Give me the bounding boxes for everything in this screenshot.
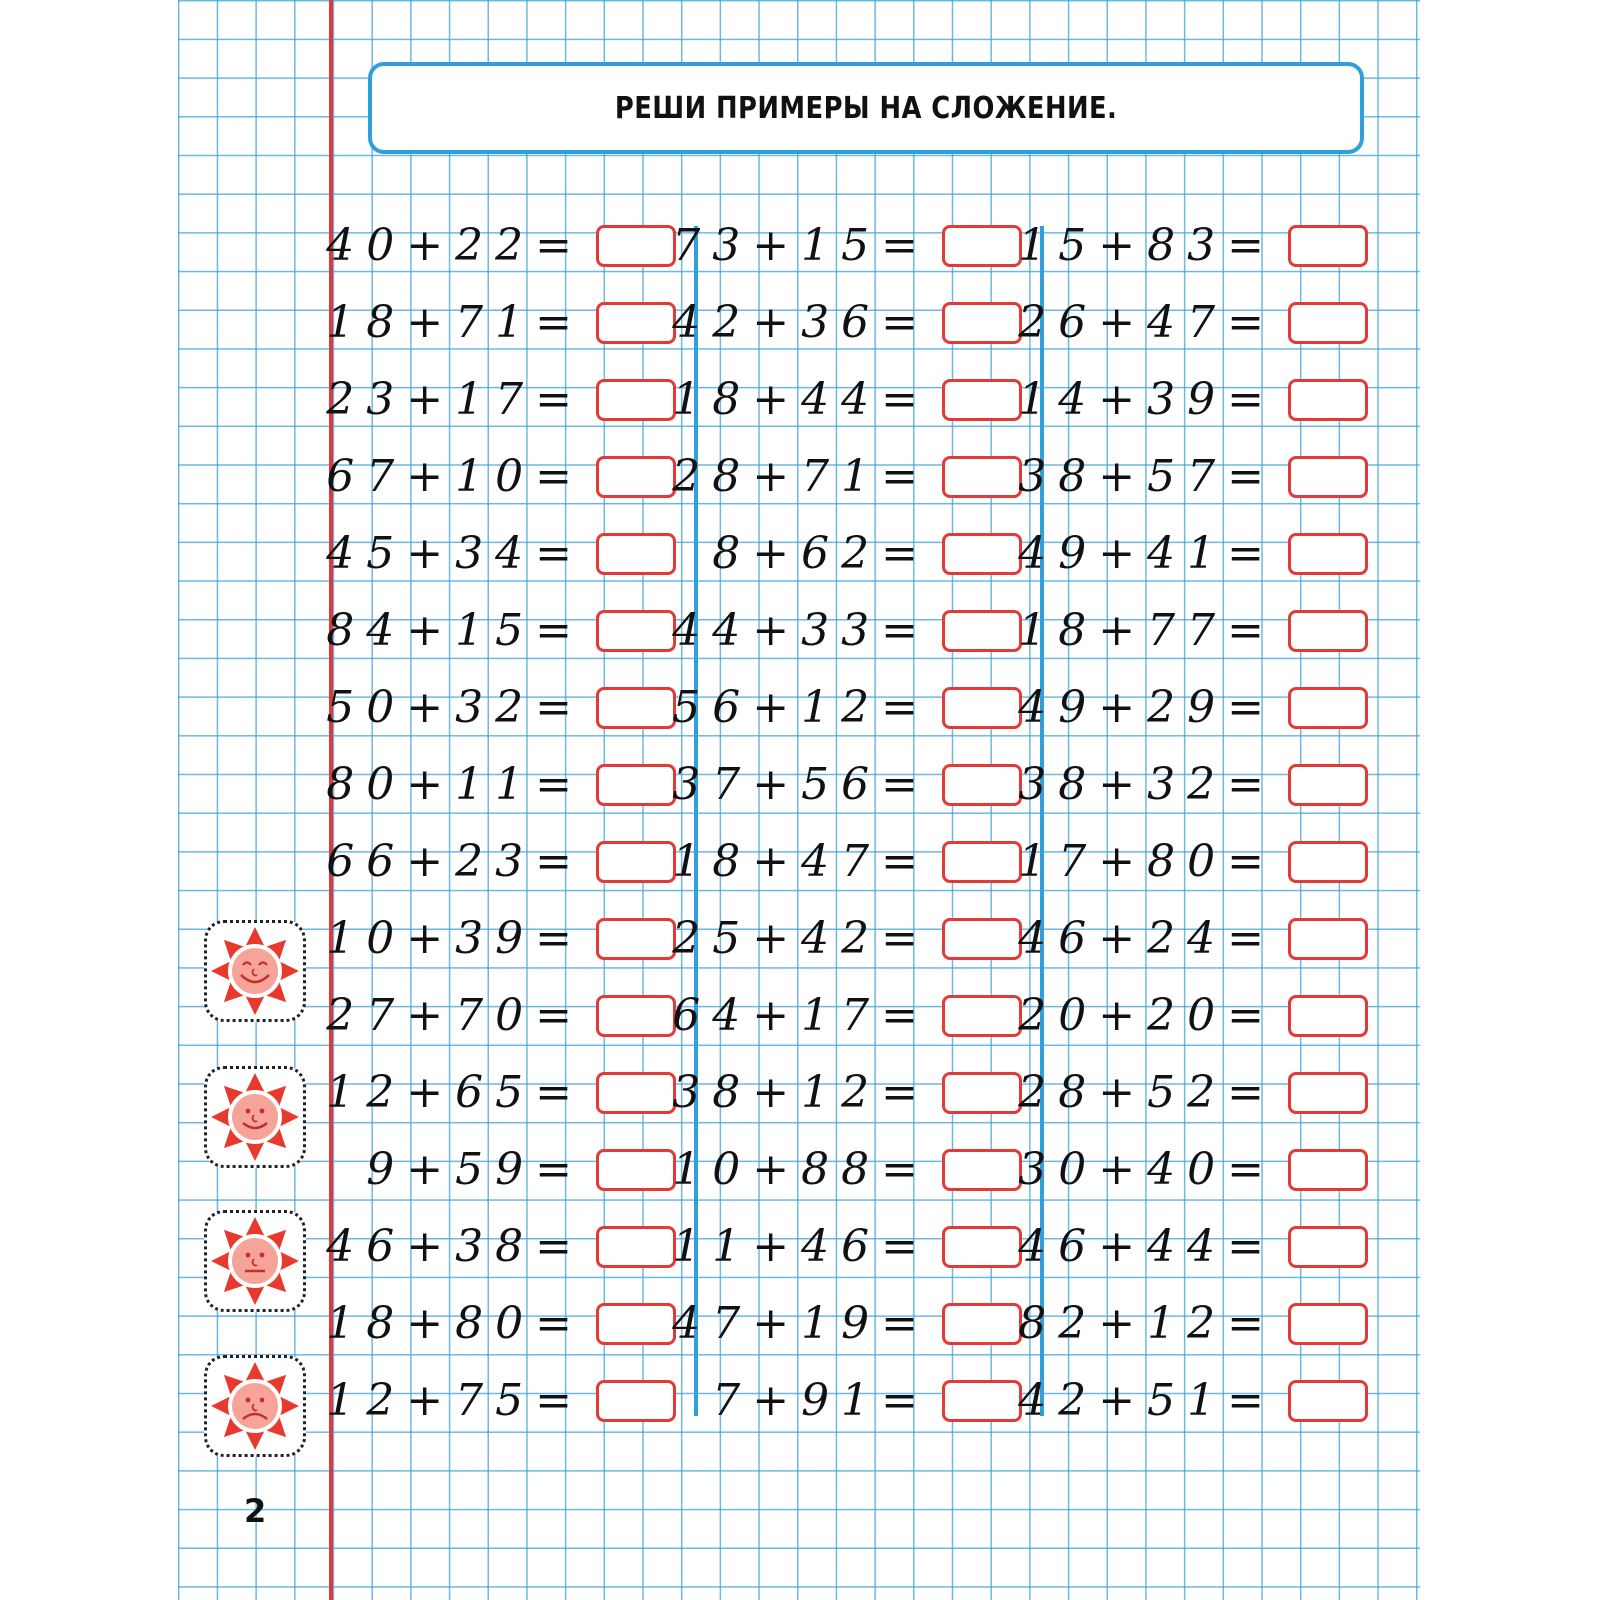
problem-row: [326, 297, 676, 348]
answer-box[interactable]: [942, 533, 1022, 575]
answer-box[interactable]: [942, 1303, 1022, 1345]
answer-box[interactable]: [1288, 610, 1368, 652]
problem-row: [326, 528, 676, 579]
answer-box[interactable]: [1288, 302, 1368, 344]
problem-row: [360, 1146, 676, 1194]
problem-row: [672, 836, 1022, 887]
problem-row: [706, 1377, 1022, 1425]
problem-row: [326, 1298, 676, 1349]
problem-expression: 17+80=: [1018, 836, 1276, 887]
problem-row: [326, 605, 676, 656]
problem-row: [1018, 682, 1368, 733]
answer-box[interactable]: [596, 533, 676, 575]
problem-row: [1018, 1298, 1368, 1349]
problem-expression: 47+19=: [672, 1298, 930, 1349]
problem-row: [1018, 451, 1368, 502]
problem-expression: 42+51=: [1018, 1375, 1276, 1426]
problem-row: [326, 1067, 676, 1118]
problem-expression: 73+15=: [672, 220, 930, 271]
answer-box[interactable]: [942, 841, 1022, 883]
problem-row: [672, 913, 1022, 964]
problem-expression: 9+59=: [366, 1144, 584, 1195]
problem-expression: 38+57=: [1018, 451, 1276, 502]
problem-expression: 7+91=: [712, 1375, 930, 1426]
problem-row: [1018, 220, 1368, 271]
problem-row: [672, 1144, 1022, 1195]
answer-box[interactable]: [596, 610, 676, 652]
problem-row: [1018, 990, 1368, 1041]
problem-expression: 49+41=: [1018, 528, 1276, 579]
problem-expression: 28+52=: [1018, 1067, 1276, 1118]
sun-neutral-icon: [207, 1213, 303, 1309]
problem-expression: 18+44=: [672, 374, 930, 425]
problem-expression: 42+36=: [672, 297, 930, 348]
problem-expression: 64+17=: [672, 990, 930, 1041]
answer-box[interactable]: [596, 764, 676, 806]
answer-box[interactable]: [596, 1149, 676, 1191]
answer-box[interactable]: [596, 841, 676, 883]
sun-laughing-icon: [207, 923, 303, 1019]
answer-box[interactable]: [596, 1303, 676, 1345]
page-number: 2: [244, 1492, 267, 1530]
answer-box[interactable]: [1288, 379, 1368, 421]
problem-expression: 10+39=: [326, 913, 584, 964]
answer-box[interactable]: [1288, 1226, 1368, 1268]
problem-row: [1018, 528, 1368, 579]
problem-row: [1018, 1144, 1368, 1195]
problem-row: [672, 220, 1022, 271]
problem-expression: 27+70=: [326, 990, 584, 1041]
problem-expression: 46+44=: [1018, 1221, 1276, 1272]
problem-row: [326, 1221, 676, 1272]
answer-box[interactable]: [942, 1072, 1022, 1114]
mood-option[interactable]: [204, 1355, 306, 1457]
problem-row: [1018, 913, 1368, 964]
problem-row: [672, 297, 1022, 348]
problem-expression: 67+10=: [326, 451, 584, 502]
answer-box[interactable]: [1288, 1072, 1368, 1114]
problem-expression: 8+62=: [712, 528, 930, 579]
problem-row: [1018, 605, 1368, 656]
problem-expression: 38+12=: [672, 1067, 930, 1118]
answer-box[interactable]: [596, 1226, 676, 1268]
answer-box[interactable]: [596, 918, 676, 960]
problem-expression: 20+20=: [1018, 990, 1276, 1041]
problem-expression: 18+47=: [672, 836, 930, 887]
problem-row: [326, 990, 676, 1041]
answer-box[interactable]: [942, 1226, 1022, 1268]
problem-expression: 28+71=: [672, 451, 930, 502]
problem-expression: 82+12=: [1018, 1298, 1276, 1349]
problem-expression: 40+22=: [326, 220, 584, 271]
answer-box[interactable]: [942, 687, 1022, 729]
answer-box[interactable]: [1288, 918, 1368, 960]
problem-expression: 80+11=: [326, 759, 584, 810]
problem-row: [326, 374, 676, 425]
problem-row: [1018, 759, 1368, 810]
problem-expression: 12+75=: [326, 1375, 584, 1426]
answer-box[interactable]: [1288, 456, 1368, 498]
problem-row: [1018, 836, 1368, 887]
answer-box[interactable]: [596, 1380, 676, 1422]
sun-sad-icon: [207, 1358, 303, 1454]
problem-row: [326, 220, 676, 271]
problem-row: [326, 913, 676, 964]
answer-box[interactable]: [942, 1380, 1022, 1422]
answer-box[interactable]: [1288, 687, 1368, 729]
answer-box[interactable]: [596, 456, 676, 498]
problem-row: [1018, 1221, 1368, 1272]
problem-expression: 50+32=: [326, 682, 584, 733]
answer-box[interactable]: [942, 1149, 1022, 1191]
problem-expression: 44+33=: [672, 605, 930, 656]
problem-row: [672, 1298, 1022, 1349]
problem-expression: 18+80=: [326, 1298, 584, 1349]
answer-box[interactable]: [596, 1072, 676, 1114]
problem-row: [326, 682, 676, 733]
answer-box[interactable]: [1288, 1380, 1368, 1422]
problem-expression: 26+47=: [1018, 297, 1276, 348]
problem-row: [1018, 1067, 1368, 1118]
problem-expression: 45+34=: [326, 528, 584, 579]
answer-box[interactable]: [1288, 764, 1368, 806]
answer-box[interactable]: [596, 995, 676, 1037]
problem-expression: 37+56=: [672, 759, 930, 810]
answer-box[interactable]: [942, 995, 1022, 1037]
problem-row: [326, 451, 676, 502]
answer-box[interactable]: [1288, 841, 1368, 883]
answer-box[interactable]: [1288, 995, 1368, 1037]
problem-expression: 11+46=: [672, 1221, 930, 1272]
problem-expression: 66+23=: [326, 836, 584, 887]
problem-row: [326, 759, 676, 810]
problem-row: [672, 682, 1022, 733]
problem-expression: 49+29=: [1018, 682, 1276, 733]
mood-option[interactable]: [204, 1066, 306, 1168]
problem-row: [672, 1221, 1022, 1272]
mood-option[interactable]: [204, 1210, 306, 1312]
problem-expression: 14+39=: [1018, 374, 1276, 425]
problem-expression: 12+65=: [326, 1067, 584, 1118]
mood-option[interactable]: [204, 920, 306, 1022]
answer-box[interactable]: [942, 379, 1022, 421]
answer-box[interactable]: [596, 687, 676, 729]
problem-expression: 15+83=: [1018, 220, 1276, 271]
problem-row: [1018, 374, 1368, 425]
instruction-title: РЕШИ ПРИМЕРЫ НА СЛОЖЕНИЕ.: [614, 90, 1118, 126]
answer-box[interactable]: [1288, 533, 1368, 575]
answer-box[interactable]: [942, 456, 1022, 498]
answer-box[interactable]: [596, 302, 676, 344]
problem-row: [672, 759, 1022, 810]
problem-row: [672, 451, 1022, 502]
problem-expression: 56+12=: [672, 682, 930, 733]
answer-box[interactable]: [1288, 1303, 1368, 1345]
answer-box[interactable]: [942, 302, 1022, 344]
problem-row: [1018, 1375, 1368, 1426]
answer-box[interactable]: [942, 225, 1022, 267]
instruction-banner: [368, 62, 1364, 154]
problem-row: [672, 374, 1022, 425]
problem-row: [706, 530, 1022, 578]
problem-expression: 46+24=: [1018, 913, 1276, 964]
answer-box[interactable]: [942, 918, 1022, 960]
problem-expression: 46+38=: [326, 1221, 584, 1272]
problem-row: [672, 1067, 1022, 1118]
problem-row: [672, 605, 1022, 656]
answer-box[interactable]: [596, 225, 676, 267]
answer-box[interactable]: [596, 379, 676, 421]
problem-row: [1018, 297, 1368, 348]
problem-row: [672, 990, 1022, 1041]
problem-expression: 84+15=: [326, 605, 584, 656]
sun-smiling-icon: [207, 1069, 303, 1165]
problem-expression: 18+71=: [326, 297, 584, 348]
problem-row: [326, 1375, 676, 1426]
problem-row: [326, 836, 676, 887]
problem-expression: 23+17=: [326, 374, 584, 425]
answer-box[interactable]: [1288, 225, 1368, 267]
answer-box[interactable]: [1288, 1149, 1368, 1191]
problem-expression: 10+88=: [672, 1144, 930, 1195]
answer-box[interactable]: [942, 610, 1022, 652]
problem-expression: 30+40=: [1018, 1144, 1276, 1195]
answer-box[interactable]: [942, 764, 1022, 806]
problem-expression: 18+77=: [1018, 605, 1276, 656]
problem-expression: 38+32=: [1018, 759, 1276, 810]
problem-expression: 25+42=: [672, 913, 930, 964]
